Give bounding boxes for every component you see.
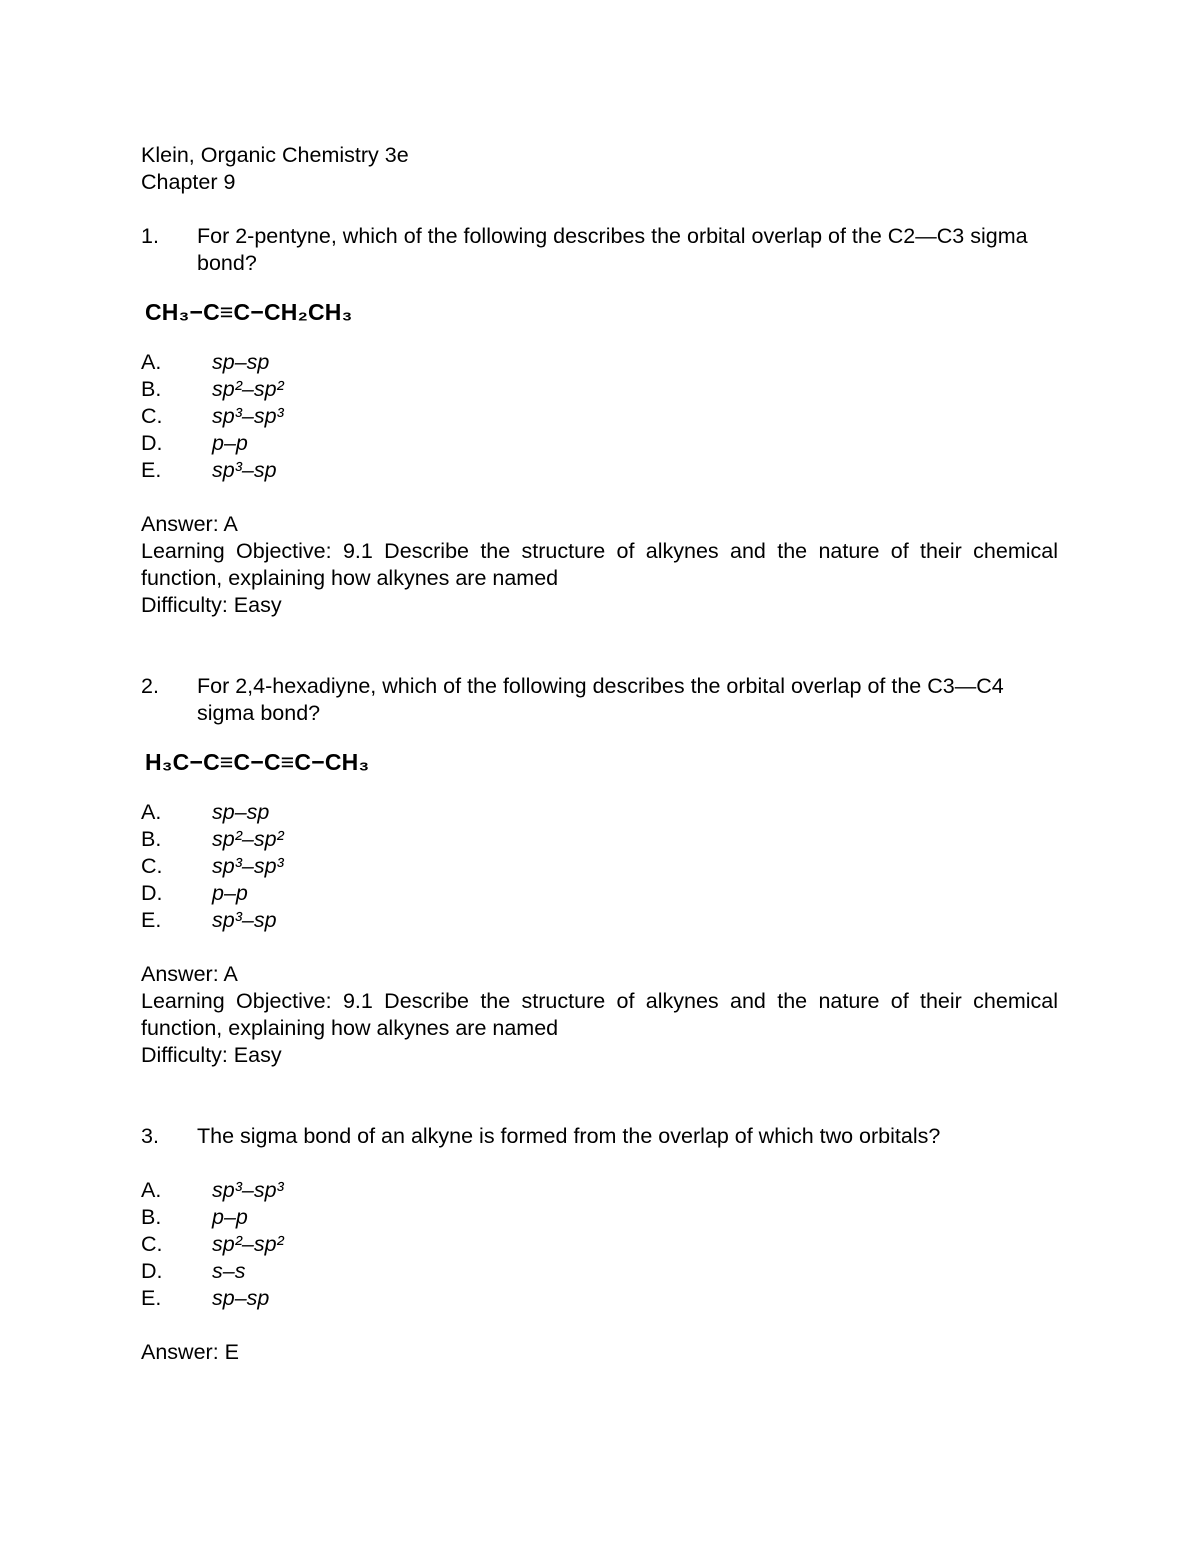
option-e: E. sp³–sp — [141, 458, 277, 482]
option-a: A. sp–sp — [141, 350, 270, 374]
question-text: For 2-pentyne, which of the following describes the orbital overlap of the C2—C3 sigma bond? — [197, 224, 1028, 275]
option-c: C. sp³–sp³ — [141, 854, 284, 878]
question-2 — [141, 673, 1058, 1069]
chapter-title: Chapter 9 — [141, 170, 236, 194]
difficulty: Difficulty: Easy — [141, 593, 282, 617]
question-3 — [141, 1123, 1058, 1366]
option-c: C. sp³–sp³ — [141, 404, 284, 428]
question-1 — [141, 223, 1058, 619]
option-a: A. sp³–sp³ — [141, 1178, 284, 1202]
document-page — [141, 142, 1058, 1366]
difficulty: Difficulty: Easy — [141, 1043, 282, 1067]
option-e: E. sp³–sp — [141, 908, 277, 932]
formula-text: CH₃−C≡C−CH₂CH₃ — [145, 299, 353, 325]
option-d: D. p–p — [141, 881, 248, 905]
learning-objective: Learning Objective: 9.1 Describe the structure of alkynes and the nature of their chemical function, explaining how alkynes are named — [141, 989, 1058, 1040]
chemical-formula — [145, 747, 1058, 777]
question-number: 1. — [141, 224, 159, 248]
option-d: D. p–p — [141, 431, 248, 455]
question-number: 2. — [141, 674, 159, 698]
answer: Answer: E — [141, 1340, 239, 1364]
chemical-formula — [145, 297, 1058, 327]
option-e: E. sp–sp — [141, 1286, 270, 1310]
question-text: For 2,4-hexadiyne, which of the following describes the orbital overlap of the C3—C4 sigma bond? — [197, 674, 1004, 725]
option-a: A. sp–sp — [141, 800, 270, 824]
learning-objective: Learning Objective: 9.1 Describe the structure of alkynes and the nature of their chemical function, explaining how alkynes are named — [141, 539, 1058, 590]
option-d: D. s–s — [141, 1259, 246, 1283]
option-b: B. sp²–sp² — [141, 827, 284, 851]
answer: Answer: A — [141, 962, 238, 986]
answer: Answer: A — [141, 512, 238, 536]
question-text: The sigma bond of an alkyne is formed from the overlap of which two orbitals? — [197, 1124, 941, 1148]
option-b: B. p–p — [141, 1205, 248, 1229]
formula-text: H₃C−C≡C−C≡C−CH₃ — [145, 749, 370, 775]
option-c: C. sp²–sp² — [141, 1232, 284, 1256]
book-title: Klein, Organic Chemistry 3e — [141, 143, 409, 167]
question-number: 3. — [141, 1124, 159, 1148]
option-b: B. sp²–sp² — [141, 377, 284, 401]
